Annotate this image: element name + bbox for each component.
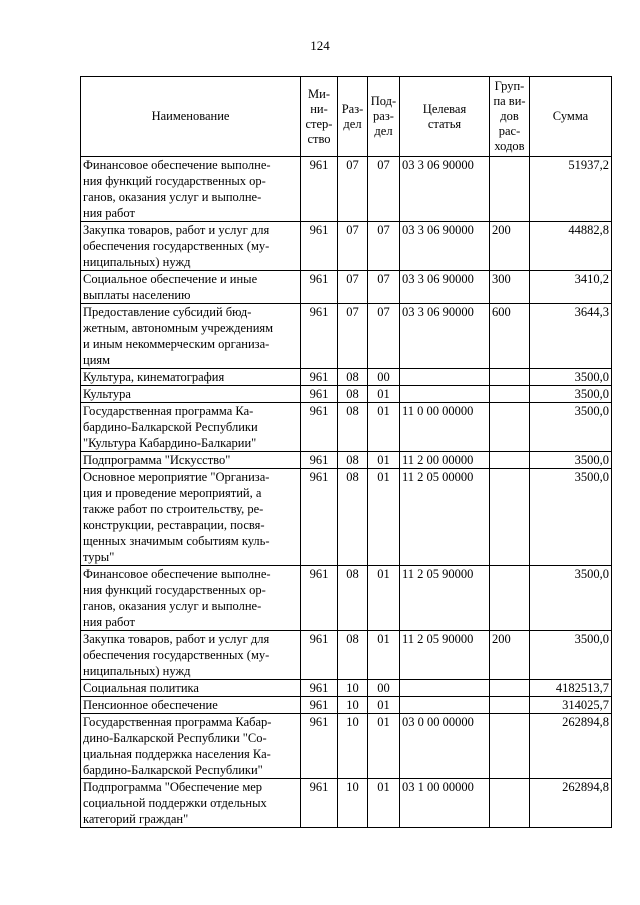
row-sum: 3500,0 — [530, 566, 612, 631]
row-name: Государственная программа Ка- бардино-Балкарской Республики "Культура Кабардино-Балкарии" — [81, 403, 301, 452]
row-name: Закупка товаров, работ и услуг для обеспечения государственных (му- ниципальных) нужд — [81, 222, 301, 271]
row-name: Социальная политика — [81, 680, 301, 697]
row-ministry: 961 — [301, 631, 338, 680]
row-group — [490, 714, 530, 779]
row-name: Культура — [81, 386, 301, 403]
row-section: 08 — [338, 403, 368, 452]
row-target — [400, 680, 490, 697]
table-row — [81, 566, 612, 631]
budget-table — [80, 76, 612, 828]
row-subsection: 01 — [368, 697, 400, 714]
row-subsection: 07 — [368, 222, 400, 271]
row-group — [490, 369, 530, 386]
row-group: 200 — [490, 631, 530, 680]
row-group — [490, 566, 530, 631]
row-subsection: 01 — [368, 469, 400, 566]
row-section: 10 — [338, 714, 368, 779]
row-group — [490, 403, 530, 452]
table-row — [81, 469, 612, 566]
row-subsection: 01 — [368, 631, 400, 680]
header-target: Целевая статья — [400, 77, 490, 157]
row-group — [490, 452, 530, 469]
row-sum: 4182513,7 — [530, 680, 612, 697]
row-ministry: 961 — [301, 452, 338, 469]
row-name: Пенсионное обеспечение — [81, 697, 301, 714]
header-row — [81, 77, 612, 157]
header-subsection: Под- раз- дел — [368, 77, 400, 157]
row-name: Социальное обеспечение и иные выплаты населению — [81, 271, 301, 304]
row-sum: 3500,0 — [530, 631, 612, 680]
row-group: 200 — [490, 222, 530, 271]
row-section: 08 — [338, 369, 368, 386]
row-subsection: 07 — [368, 304, 400, 369]
row-sum: 3500,0 — [530, 452, 612, 469]
row-group — [490, 680, 530, 697]
row-target — [400, 369, 490, 386]
row-sum: 314025,7 — [530, 697, 612, 714]
row-sum: 44882,8 — [530, 222, 612, 271]
row-ministry: 961 — [301, 697, 338, 714]
row-section: 10 — [338, 680, 368, 697]
row-sum: 3500,0 — [530, 403, 612, 452]
row-target: 11 2 05 00000 — [400, 469, 490, 566]
row-target: 03 0 00 00000 — [400, 714, 490, 779]
row-ministry: 961 — [301, 304, 338, 369]
table-row — [81, 452, 612, 469]
row-group — [490, 157, 530, 222]
row-name: Предоставление субсидий бюд- жетным, автономным учреждениям и иным некоммерческим организа- циям — [81, 304, 301, 369]
table-row — [81, 680, 612, 697]
row-ministry: 961 — [301, 403, 338, 452]
row-sum: 3500,0 — [530, 386, 612, 403]
table-row — [81, 222, 612, 271]
table-row — [81, 157, 612, 222]
row-sum: 3500,0 — [530, 469, 612, 566]
row-target: 11 2 00 00000 — [400, 452, 490, 469]
row-sum: 3500,0 — [530, 369, 612, 386]
row-target: 03 3 06 90000 — [400, 222, 490, 271]
row-subsection: 01 — [368, 386, 400, 403]
row-group — [490, 386, 530, 403]
row-group — [490, 469, 530, 566]
row-target: 03 3 06 90000 — [400, 304, 490, 369]
table-row — [81, 304, 612, 369]
row-section: 08 — [338, 631, 368, 680]
row-subsection: 01 — [368, 714, 400, 779]
row-sum: 262894,8 — [530, 779, 612, 828]
row-target: 03 1 00 00000 — [400, 779, 490, 828]
table-row — [81, 779, 612, 828]
row-subsection: 01 — [368, 566, 400, 631]
row-group: 300 — [490, 271, 530, 304]
row-ministry: 961 — [301, 222, 338, 271]
row-target — [400, 386, 490, 403]
row-ministry: 961 — [301, 779, 338, 828]
row-section: 08 — [338, 566, 368, 631]
table-row — [81, 369, 612, 386]
row-group: 600 — [490, 304, 530, 369]
row-section: 07 — [338, 222, 368, 271]
table-row — [81, 271, 612, 304]
row-ministry: 961 — [301, 566, 338, 631]
table-row — [81, 714, 612, 779]
row-subsection: 00 — [368, 369, 400, 386]
row-ministry: 961 — [301, 369, 338, 386]
row-section: 10 — [338, 697, 368, 714]
row-section: 07 — [338, 271, 368, 304]
header-name: Наименование — [81, 77, 301, 157]
row-name: Культура, кинематография — [81, 369, 301, 386]
table-row — [81, 631, 612, 680]
row-target: 03 3 06 90000 — [400, 271, 490, 304]
header-group: Груп- па ви- дов рас- ходов — [490, 77, 530, 157]
row-name: Закупка товаров, работ и услуг для обеспечения государственных (му- ниципальных) нужд — [81, 631, 301, 680]
row-sum: 51937,2 — [530, 157, 612, 222]
row-name: Подпрограмма "Искусство" — [81, 452, 301, 469]
table-row — [81, 386, 612, 403]
row-target: 11 2 05 90000 — [400, 566, 490, 631]
row-target: 11 0 00 00000 — [400, 403, 490, 452]
row-section: 08 — [338, 469, 368, 566]
header-section: Раз- дел — [338, 77, 368, 157]
row-subsection: 01 — [368, 779, 400, 828]
row-target — [400, 697, 490, 714]
page-number: 124 — [310, 38, 330, 53]
row-sum: 3410,2 — [530, 271, 612, 304]
row-name: Подпрограмма "Обеспечение мер социальной поддержки отдельных категорий граждан" — [81, 779, 301, 828]
row-subsection: 07 — [368, 271, 400, 304]
row-ministry: 961 — [301, 157, 338, 222]
header-ministry: Ми- ни- стер- ство — [301, 77, 338, 157]
row-section: 07 — [338, 304, 368, 369]
row-sum: 262894,8 — [530, 714, 612, 779]
row-target: 11 2 05 90000 — [400, 631, 490, 680]
row-subsection: 00 — [368, 680, 400, 697]
table-row — [81, 697, 612, 714]
row-target: 03 3 06 90000 — [400, 157, 490, 222]
row-section: 08 — [338, 452, 368, 469]
row-subsection: 01 — [368, 452, 400, 469]
row-ministry: 961 — [301, 680, 338, 697]
row-ministry: 961 — [301, 714, 338, 779]
row-section: 10 — [338, 779, 368, 828]
table-row — [81, 403, 612, 452]
table-body — [81, 157, 612, 828]
row-subsection: 01 — [368, 403, 400, 452]
row-section: 08 — [338, 386, 368, 403]
row-name: Финансовое обеспечение выполне- ния функций государственных ор- ганов, оказания услуг и выполне- ния работ — [81, 566, 301, 631]
row-name: Финансовое обеспечение выполне- ния функций государственных ор- ганов, оказания услуг и выполне- ния работ — [81, 157, 301, 222]
row-ministry: 961 — [301, 271, 338, 304]
row-sum: 3644,3 — [530, 304, 612, 369]
row-section: 07 — [338, 157, 368, 222]
row-subsection: 07 — [368, 157, 400, 222]
row-group — [490, 779, 530, 828]
row-name: Государственная программа Кабар- дино-Балкарской Республики "Со- циальная поддержка населения Ка- бардино-Балкарской Республики" — [81, 714, 301, 779]
row-name: Основное мероприятие "Организа- ция и проведение мероприятий, а также работ по строительству, ре- конструкции, реставрации, посвя- щенных значимым событиям куль- туры" — [81, 469, 301, 566]
row-ministry: 961 — [301, 469, 338, 566]
row-ministry: 961 — [301, 386, 338, 403]
header-sum: Сумма — [530, 77, 612, 157]
row-group — [490, 697, 530, 714]
